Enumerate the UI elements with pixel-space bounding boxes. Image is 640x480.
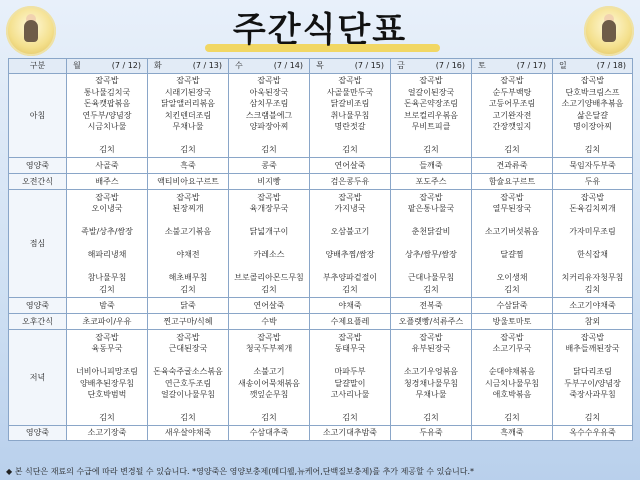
menu-item: 육개장무국 <box>249 204 289 214</box>
meal-category-label: 점심 <box>9 190 67 298</box>
menu-item: 명이장아찌 <box>573 122 612 132</box>
menu-item: 새송이어묵채볶음 <box>238 378 300 388</box>
menu-item: 사골물만두국 <box>326 87 374 97</box>
menu-item: 흑깨죽 <box>500 428 524 438</box>
menu-item <box>310 215 390 227</box>
menu-item: 잡곡밥 <box>419 332 443 342</box>
menu-item: 오이생채 <box>496 273 528 283</box>
menu-cell <box>148 190 229 298</box>
footnote: ◆ 본 식단은 재료의 수급에 따라 변경될 수 있습니다. *영양죽은 영양보충제(메디웰,뉴케어,단백질보충제)를 추가 제공할 수 있습니다.* <box>6 467 475 476</box>
menu-item: 육동무국 <box>91 344 123 353</box>
menu-item: 잡곡밥 <box>176 332 200 342</box>
menu-item: 잡곡밥 <box>500 332 524 342</box>
menu-item: 청경채나물무침 <box>403 378 459 388</box>
page-header <box>0 0 640 58</box>
menu-item: 김치 <box>99 284 115 294</box>
menu-item: 양배추된장무침 <box>79 378 135 388</box>
menu-item: 김치 <box>423 284 439 294</box>
menu-item: 닭넓개구이 <box>249 227 289 237</box>
menu-item: 연어살죽 <box>334 160 366 170</box>
menu-cell <box>148 298 229 314</box>
page-title: 주간식단표 <box>232 10 408 50</box>
hospital-emblem-right <box>584 6 634 56</box>
menu-item: 간장깻잎지 <box>492 122 532 132</box>
meal-row-lunch <box>9 190 633 298</box>
menu-cell <box>229 314 310 330</box>
menu-item: 시금치나물 <box>87 122 127 132</box>
menu-item: 잡곡밥 <box>338 76 362 86</box>
menu-item <box>472 215 552 227</box>
menu-item: 삶은달걀 <box>577 110 608 120</box>
menu-item: 돈육캣팝볶음 <box>83 99 131 109</box>
menu-cell <box>391 174 472 190</box>
menu-item: 오삼불고기 <box>330 227 370 237</box>
menu-item <box>310 238 390 250</box>
menu-cell <box>310 158 391 174</box>
menu-item: 김치 <box>261 413 277 422</box>
menu-item: 야채전 <box>176 250 200 260</box>
menu-item: 초코파이/우유 <box>82 316 132 326</box>
menu-item: 팥은통나물국 <box>407 204 455 214</box>
menu-item: 잡곡밥 <box>95 76 119 86</box>
menu-item: 유부된장국 <box>411 344 451 353</box>
menu-cell <box>148 74 229 158</box>
menu-cell <box>148 158 229 174</box>
menu-item <box>472 261 552 273</box>
menu-item <box>553 215 632 227</box>
menu-item: 잡곡밥 <box>580 332 605 342</box>
menu-item: 김치 <box>342 145 358 155</box>
menu-item <box>472 133 552 145</box>
menu-item: 새우살야채죽 <box>164 428 212 438</box>
menu-item <box>391 215 471 227</box>
meal-category-label: 오전간식 <box>9 174 67 190</box>
menu-cell <box>553 314 633 330</box>
menu-item: 단호박범벅 <box>87 390 127 399</box>
menu-item: 명란젓갈 <box>334 122 366 132</box>
menu-cell <box>553 158 633 174</box>
emblem-figure-body <box>602 20 616 42</box>
menu-item: 고기완자전 <box>492 110 532 120</box>
meal-category-label: 영양죽 <box>9 298 67 314</box>
menu-item: 죽장사과무침 <box>569 390 616 399</box>
menu-item: 마파두부 <box>334 367 366 376</box>
menu-item: 잡곡밥 <box>176 76 200 86</box>
menu-item: 소불고기 <box>253 367 285 376</box>
menu-item: 액티비아요구르트 <box>157 176 219 186</box>
menu-item: 김치 <box>584 284 601 294</box>
menu-cell <box>391 330 472 426</box>
menu-cell <box>229 158 310 174</box>
menu-cell <box>310 190 391 298</box>
menu-cell <box>67 190 148 298</box>
menu-item: 잡곡밥 <box>257 192 281 202</box>
menu-item: 근대나물무침 <box>407 273 455 283</box>
menu-item: 들깨죽 <box>419 160 443 170</box>
menu-item: 전복죽 <box>419 300 443 310</box>
menu-cell <box>67 314 148 330</box>
menu-item: 닭알앨러리볶음 <box>160 99 216 109</box>
menu-item: 브로컬리우볶음 <box>403 110 459 120</box>
menu-item: 수박 <box>261 316 277 326</box>
menu-item <box>391 401 471 413</box>
menu-item: 김치 <box>180 145 196 155</box>
menu-item: 연근호두조림 <box>164 378 212 388</box>
meal-row-morning-snack <box>9 174 633 190</box>
menu-cell <box>148 314 229 330</box>
menu-cell <box>310 174 391 190</box>
menu-item: 순대야채볶음 <box>488 367 536 376</box>
menu-item <box>472 238 552 250</box>
menu-item: 김치 <box>584 145 601 155</box>
menu-item: 소고기대추밤죽 <box>322 428 378 438</box>
menu-item: 잡곡밥 <box>338 332 362 342</box>
menu-item: 두부구이/양념장 <box>564 378 621 388</box>
menu-cell <box>472 174 553 190</box>
menu-item: 연두부/양념장 <box>82 110 132 120</box>
menu-item: 통나물김치국 <box>83 87 131 97</box>
meal-category-label: 영양죽 <box>9 426 67 441</box>
menu-item: 족발/상추/쌈장 <box>81 227 133 237</box>
menu-item: 열무된장국 <box>492 204 532 214</box>
menu-item: 청국두부찌개 <box>245 344 293 353</box>
menu-item: 잡곡밥 <box>95 332 119 342</box>
menu-item <box>472 401 552 413</box>
menu-item: 잡곡밥 <box>500 76 524 86</box>
menu-item: 가자미무조림 <box>569 227 616 237</box>
menu-item: 돈육김치찌개 <box>569 204 616 214</box>
menu-item <box>310 261 390 273</box>
menu-cell <box>472 426 553 441</box>
meal-row-porridge-lunch <box>9 298 633 314</box>
menu-item: 깻잎순무침 <box>249 390 289 399</box>
menu-cell <box>229 190 310 298</box>
menu-item: 순두부백탕 <box>492 87 532 97</box>
menu-item: 묵임자두부죽 <box>569 160 616 170</box>
menu-item: 가지냉국 <box>334 204 366 214</box>
menu-item <box>229 133 309 145</box>
menu-item: 연어살죽 <box>253 300 285 310</box>
menu-item: 달걀말이 <box>334 378 366 388</box>
menu-cell <box>148 174 229 190</box>
menu-item: 두유죽 <box>419 428 443 438</box>
menu-item <box>229 238 309 250</box>
menu-item: 스크램블에그 <box>245 110 293 120</box>
menu-item: 시래기된장국 <box>164 87 212 97</box>
menu-cell <box>472 74 553 158</box>
menu-cell <box>391 158 472 174</box>
menu-cell <box>67 298 148 314</box>
menu-item <box>67 355 147 367</box>
meal-category-label: 오후간식 <box>9 314 67 330</box>
menu-item: 김치 <box>423 413 439 422</box>
menu-item: 소고기야채죽 <box>569 300 616 310</box>
menu-item: 한식잡채 <box>577 250 608 260</box>
menu-cell <box>229 174 310 190</box>
menu-item <box>229 401 309 413</box>
menu-item: 양파장아찌 <box>249 122 289 132</box>
menu-item: 된장찌개 <box>172 204 204 214</box>
menu-item: 닭갈비조림 <box>330 99 370 109</box>
menu-item: 부추양파겉절이 <box>322 273 378 283</box>
menu-item: 수삼닭죽 <box>496 300 528 310</box>
menu-cell <box>553 426 633 441</box>
menu-cell <box>553 74 633 158</box>
day-header: 월 (7 / 12) <box>67 59 148 74</box>
menu-item: 치커리유자청무침 <box>561 273 624 283</box>
menu-item: 삼치무조림 <box>249 99 289 109</box>
menu-item <box>229 261 309 273</box>
menu-item <box>391 238 471 250</box>
menu-item: 비지빵 <box>257 176 281 186</box>
menu-item: 김치 <box>584 413 601 422</box>
menu-cell <box>310 74 391 158</box>
menu-item: 흑죽 <box>180 160 196 170</box>
day-header: 금 (7 / 16) <box>391 59 472 74</box>
menu-item: 김치 <box>342 413 358 422</box>
meal-row-breakfast <box>9 74 633 158</box>
menu-item: 잡곡밥 <box>419 76 443 86</box>
menu-item <box>67 133 147 145</box>
menu-item: 단호박크림스프 <box>565 87 620 97</box>
menu-item: 배추들깨된장국 <box>565 344 620 353</box>
menu-cell <box>391 314 472 330</box>
menu-item: 소고기양배추볶음 <box>561 99 624 109</box>
menu-cell <box>310 330 391 426</box>
menu-item: 너비아니피망조림 <box>76 367 138 376</box>
menu-item: 김치 <box>261 284 277 294</box>
menu-item: 함슐요구르트 <box>488 176 536 186</box>
menu-item: 동태무국 <box>334 344 366 353</box>
day-header: 토 (7 / 17) <box>472 59 553 74</box>
menu-cell <box>391 190 472 298</box>
menu-cell <box>553 174 633 190</box>
menu-item: 두유 <box>584 176 601 186</box>
menu-item: 브로콜리아몬드무침 <box>234 273 304 283</box>
menu-item <box>148 401 228 413</box>
menu-item: 닭다리조림 <box>573 367 612 376</box>
menu-item: 잡곡밥 <box>257 332 281 342</box>
header-row <box>9 59 633 74</box>
menu-item: 돈육숙주굴소스볶음 <box>153 367 223 376</box>
menu-item: 잡곡밥 <box>580 192 605 202</box>
menu-item: 잡곡밥 <box>176 192 200 202</box>
menu-cell <box>310 314 391 330</box>
menu-item <box>553 238 632 250</box>
menu-item: 무비트피클 <box>411 122 451 132</box>
menu-item: 해초배무침 <box>168 273 208 283</box>
menu-item: 잡곡밥 <box>419 192 443 202</box>
menu-item: 상추/쌈무/쌈장 <box>405 250 457 260</box>
menu-item: 잡곡밥 <box>500 192 524 202</box>
menu-cell <box>229 74 310 158</box>
menu-item: 소고기우엉볶음 <box>403 367 459 376</box>
menu-item: 시금치나물무침 <box>484 378 540 388</box>
hospital-emblem-left <box>6 6 56 56</box>
menu-cell <box>148 330 229 426</box>
menu-cell <box>391 74 472 158</box>
meal-category-label: 영양죽 <box>9 158 67 174</box>
menu-item: 김치 <box>504 284 520 294</box>
menu-item <box>553 401 632 413</box>
menu-item: 김치 <box>423 145 439 155</box>
menu-item <box>148 133 228 145</box>
menu-item: 돈육곤약장조림 <box>403 99 459 109</box>
menu-item <box>472 355 552 367</box>
menu-item <box>148 238 228 250</box>
menu-cell <box>553 298 633 314</box>
menu-cell <box>67 158 148 174</box>
menu-item: 김치 <box>504 145 520 155</box>
menu-item <box>310 401 390 413</box>
menu-item: 콩죽 <box>261 160 277 170</box>
menu-cell <box>229 298 310 314</box>
menu-item: 밤죽 <box>99 300 115 310</box>
menu-item <box>148 215 228 227</box>
menu-item <box>553 261 632 273</box>
menu-item: 소고기장죽 <box>87 428 127 438</box>
menu-item: 얼갈이된장국 <box>407 87 455 97</box>
menu-cell <box>391 426 472 441</box>
menu-item <box>67 238 147 250</box>
menu-item: 잡곡밥 <box>95 192 119 202</box>
menu-cell <box>67 74 148 158</box>
menu-cell <box>472 314 553 330</box>
menu-item: 김치 <box>180 413 196 422</box>
menu-item: 무채나물 <box>172 122 204 132</box>
menu-item: 김치 <box>504 413 520 422</box>
menu-item: 김치 <box>99 145 115 155</box>
menu-item: 소고기무국 <box>492 344 532 353</box>
header-label: 구분 <box>9 59 67 74</box>
menu-item <box>553 133 632 145</box>
meal-row-dinner <box>9 330 633 426</box>
menu-item: 잡곡밥 <box>580 76 605 86</box>
menu-item: 달걀찜 <box>500 250 524 260</box>
menu-item <box>67 215 147 227</box>
menu-item <box>148 261 228 273</box>
menu-item <box>67 261 147 273</box>
menu-item: 해파리냉채 <box>87 250 127 260</box>
menu-cell <box>148 426 229 441</box>
menu-item: 김치 <box>180 284 196 294</box>
meal-row-porridge-evening <box>9 426 633 441</box>
menu-item: 김치 <box>99 413 115 422</box>
menu-cell <box>472 190 553 298</box>
menu-item <box>391 355 471 367</box>
menu-item: 야채죽 <box>338 300 362 310</box>
menu-item: 아욱된장국 <box>249 87 289 97</box>
menu-item <box>553 355 632 367</box>
menu-item: 잡곡밥 <box>257 76 281 86</box>
menu-item: 치킨텐더조림 <box>164 110 212 120</box>
menu-item: 무채나물 <box>415 390 447 399</box>
menu-item: 잡곡밥 <box>338 192 362 202</box>
day-header: 수 (7 / 14) <box>229 59 310 74</box>
menu-cell <box>553 190 633 298</box>
menu-cell <box>310 426 391 441</box>
menu-item: 춘천닭갈비 <box>411 227 451 237</box>
menu-item: 포도주스 <box>415 176 447 186</box>
menu-body <box>9 74 633 441</box>
menu-item <box>229 355 309 367</box>
menu-item: 방울토마토 <box>492 316 532 326</box>
meal-row-porridge-morning <box>9 158 633 174</box>
menu-cell <box>67 174 148 190</box>
menu-item: 애호박볶음 <box>492 390 532 399</box>
menu-item: 취나물무침 <box>330 110 370 120</box>
menu-cell <box>229 330 310 426</box>
menu-item <box>229 215 309 227</box>
menu-item: 고사리나물 <box>330 390 370 399</box>
menu-item: 카레소스 <box>253 250 285 260</box>
menu-item <box>67 401 147 413</box>
menu-item: 사골죽 <box>95 160 119 170</box>
menu-item <box>310 355 390 367</box>
menu-item: 수삼대추죽 <box>249 428 289 438</box>
day-header: 화 (7 / 13) <box>148 59 229 74</box>
menu-item: 참나물무침 <box>87 273 127 283</box>
day-header: 목 (7 / 15) <box>310 59 391 74</box>
menu-item <box>310 133 390 145</box>
menu-item: 옥수수우유죽 <box>569 428 616 438</box>
emblem-figure-body <box>24 20 38 42</box>
meal-category-label: 아침 <box>9 74 67 158</box>
menu-cell <box>67 426 148 441</box>
menu-item: 견과류죽 <box>496 160 528 170</box>
menu-cell <box>67 330 148 426</box>
menu-item: 양배추찜/쌈장 <box>325 250 375 260</box>
menu-cell <box>472 298 553 314</box>
menu-item: 소불고기볶음 <box>164 227 212 237</box>
menu-item: 검은콩두유 <box>330 176 370 186</box>
menu-item: 오이냉국 <box>91 204 123 214</box>
meal-row-afternoon-snack <box>9 314 633 330</box>
menu-item <box>391 133 471 145</box>
menu-item: 얼갈이나물무침 <box>160 390 216 399</box>
menu-cell <box>310 298 391 314</box>
day-header: 일 (7 / 18) <box>553 59 633 74</box>
meal-category-label: 저녁 <box>9 330 67 426</box>
menu-item <box>148 355 228 367</box>
menu-item: 배주스 <box>95 176 119 186</box>
menu-item: 김치 <box>342 284 358 294</box>
menu-item: 소고기버섯볶음 <box>484 227 540 237</box>
menu-item <box>391 261 471 273</box>
weekly-menu-table <box>8 58 633 441</box>
menu-item: 참외 <box>584 316 601 326</box>
menu-cell <box>229 426 310 441</box>
menu-cell <box>553 330 633 426</box>
menu-item: 근대된장국 <box>168 344 208 353</box>
menu-item: 수제요플레 <box>330 316 370 326</box>
menu-item: 닭죽 <box>180 300 196 310</box>
menu-cell <box>391 298 472 314</box>
menu-item: 고등어무조림 <box>488 99 536 109</box>
menu-cell <box>472 158 553 174</box>
menu-item: 오플렛빵/석류주스 <box>398 316 464 326</box>
menu-item: 김치 <box>261 145 277 155</box>
menu-cell <box>472 330 553 426</box>
menu-item: 찐고구마/식혜 <box>163 316 213 326</box>
